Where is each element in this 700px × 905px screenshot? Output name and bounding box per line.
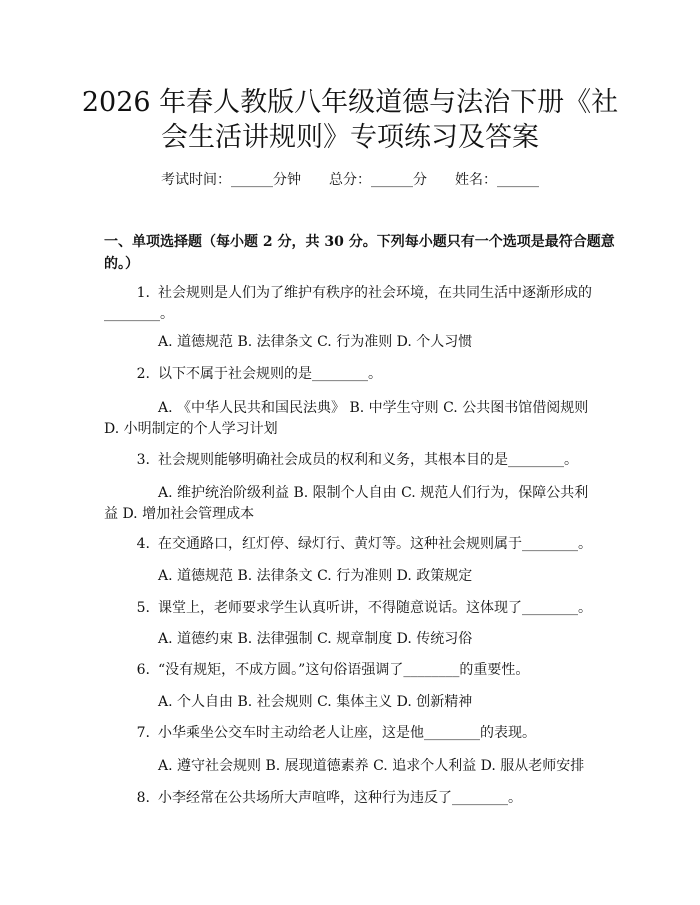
question-1-options: A. 道德规范 B. 法律条文 C. 行为准则 D. 个人习惯 <box>158 334 473 350</box>
document-title-line-1: 2026 年春人教版八年级道德与法治下册《社 <box>81 87 619 118</box>
question-5 <box>130 597 630 619</box>
question-text: 小华乘坐公交车时主动给老人让座，这是他________的表现。 <box>158 725 536 741</box>
question-1-text-continued: ________。 <box>104 306 174 322</box>
question-text: 在交通路口，红灯停、绿灯行、黄灯等。这种社会规则属于________。 <box>158 536 592 552</box>
exam-time-field: 考试时间：______分钟 <box>161 172 301 188</box>
question-text: 社会规则是人们为了维护有秩序的社会环境，在共同生活中逐渐形成的 <box>158 285 592 301</box>
question-6 <box>130 659 630 681</box>
question-5-options: A. 道德约束 B. 法律强制 C. 规章制度 D. 传统习俗 <box>158 631 473 647</box>
question-text: 以下不属于社会规则的是________。 <box>158 366 382 382</box>
question-7-options: A. 遵守社会规则 B. 展现道德素养 C. 追求个人利益 D. 服从老师安排 <box>158 758 585 774</box>
question-3-options: A. 维护统治阶级利益 B. 限制个人自由 C. 规范人们行为，保障公共利 <box>158 485 589 501</box>
question-6-options: A. 个人自由 B. 社会规则 C. 集体主义 D. 创新精神 <box>158 694 473 710</box>
question-2-options: A. 《中华人民共和国民法典》 B. 中学生守则 C. 公共图书馆借阅规则 <box>158 400 589 416</box>
question-text: 课堂上，老师要求学生认真听讲，不得随意说话。这体现了________。 <box>158 600 592 616</box>
question-4 <box>130 533 630 555</box>
question-1 <box>130 282 630 304</box>
question-number: 2. <box>136 366 150 382</box>
question-number: 8. <box>136 790 150 806</box>
question-number: 3. <box>136 452 150 468</box>
question-number: 6. <box>136 662 150 678</box>
question-2-options-continued: D. 小明制定的个人学习计划 <box>104 421 278 437</box>
section-heading-line-1: 一、单项选择题（每小题 2 分，共 30 分。下列每小题只有一个选项是最符合题意 <box>104 234 615 250</box>
question-text: 小李经常在公共场所大声喧哗，这种行为违反了________。 <box>158 790 522 806</box>
question-number: 7. <box>136 725 150 741</box>
question-7 <box>130 722 630 744</box>
student-name-field: 姓名：______ <box>455 172 539 188</box>
document-title-line-2: 会生活讲规则》专项练习及答案 <box>161 122 539 153</box>
question-2 <box>130 363 630 385</box>
question-text: 社会规则能够明确社会成员的权利和义务，其根本目的是________。 <box>158 452 578 468</box>
question-text: “没有规矩，不成方圆。”这句俗语强调了________的重要性。 <box>158 662 530 678</box>
section-heading-line-2: 的。） <box>104 256 139 272</box>
total-score-field: 总分：______分 <box>329 172 427 188</box>
question-8 <box>130 787 630 809</box>
question-number: 4. <box>136 536 150 552</box>
question-3-options-continued: 益 D. 增加社会管理成本 <box>104 506 255 522</box>
question-4-options: A. 道德规范 B. 法律条文 C. 行为准则 D. 政策规定 <box>158 568 473 584</box>
question-number: 1. <box>136 285 150 301</box>
question-3 <box>130 449 630 471</box>
question-number: 5. <box>136 600 150 616</box>
exam-info-line <box>0 169 700 189</box>
